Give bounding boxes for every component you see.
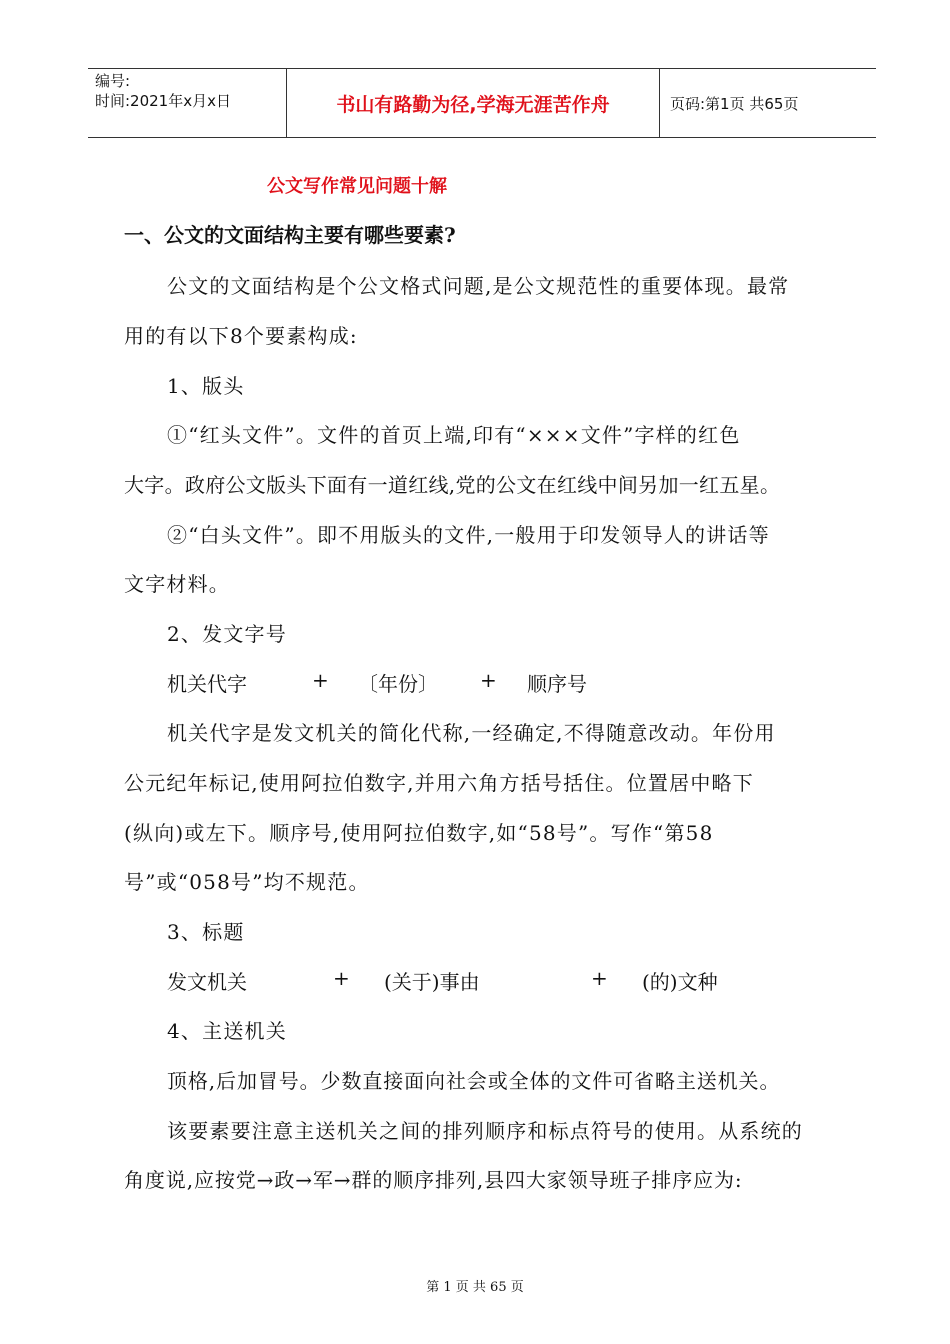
document-number-label: 编号: bbox=[95, 72, 131, 90]
subheading: 2、发文字号 bbox=[167, 622, 287, 646]
header-motto: 书山有路勤为径,学海无涯苦作舟 bbox=[287, 69, 660, 137]
paragraph-line: 大字。政府公文版头下面有一道红线,党的公文在红线中间另加一红五星。 bbox=[124, 473, 781, 497]
header-meta bbox=[88, 69, 287, 137]
document-title: 公文写作常见问题十解 bbox=[267, 176, 447, 197]
paragraph-line: (纵向)或左下。顺序号,使用阿拉伯数字,如“58号”。写作“第58 bbox=[124, 821, 714, 845]
paragraph-line: ①“红头文件”。文件的首页上端,印有“×××文件”字样的红色 bbox=[167, 423, 741, 447]
formula-part: 顺序号 bbox=[527, 672, 587, 696]
paragraph-line: 该要素要注意主送机关之间的排列顺序和标点符号的使用。从系统的 bbox=[167, 1119, 803, 1143]
paragraph-line: 角度说,应按党→政→军→群的顺序排列,县四大家领导班子排序应为: bbox=[124, 1168, 743, 1192]
paragraph-line: 公元纪年标记,使用阿拉伯数字,并用六角方括号括住。位置居中略下 bbox=[124, 771, 754, 795]
subheading: 1、版头 bbox=[167, 374, 245, 398]
section-heading: 一、公文的文面结构主要有哪些要素? bbox=[124, 223, 456, 247]
document-time-label: 时间:2021年x月x日 bbox=[95, 92, 231, 110]
formula-part: 机关代字 bbox=[167, 672, 247, 696]
subheading: 3、标题 bbox=[167, 920, 245, 944]
formula-plus: + bbox=[591, 966, 608, 990]
page-footer: 第 1 页 共 65 页 bbox=[426, 1280, 524, 1295]
paragraph-line: 号”或“058号”均不规范。 bbox=[124, 870, 370, 894]
header-page-label: 页码:第1页 共65页 bbox=[670, 94, 799, 113]
paragraph-line: 文字材料。 bbox=[124, 572, 230, 596]
formula-plus: + bbox=[333, 966, 350, 990]
paragraph-line: 公文的文面结构是个公文格式问题,是公文规范性的重要体现。最常 bbox=[167, 274, 790, 298]
formula-part: 发文机关 bbox=[167, 970, 247, 994]
formula-plus: + bbox=[480, 668, 497, 692]
formula-part: (关于)事由 bbox=[384, 970, 480, 994]
formula-part: 〔年份〕 bbox=[358, 672, 438, 696]
header-table bbox=[88, 68, 876, 138]
paragraph-line: 机关代字是发文机关的简化代称,一经确定,不得随意改动。年份用 bbox=[167, 721, 776, 745]
paragraph-line: 用的有以下8个要素构成: bbox=[124, 324, 358, 348]
paragraph-line: 顶格,后加冒号。少数直接面向社会或全体的文件可省略主送机关。 bbox=[167, 1069, 781, 1093]
paragraph-line: ②“白头文件”。即不用版头的文件,一般用于印发领导人的讲话等 bbox=[167, 523, 770, 547]
subheading: 4、主送机关 bbox=[167, 1019, 287, 1043]
formula-part: (的)文种 bbox=[642, 970, 718, 994]
formula-plus: + bbox=[312, 668, 329, 692]
